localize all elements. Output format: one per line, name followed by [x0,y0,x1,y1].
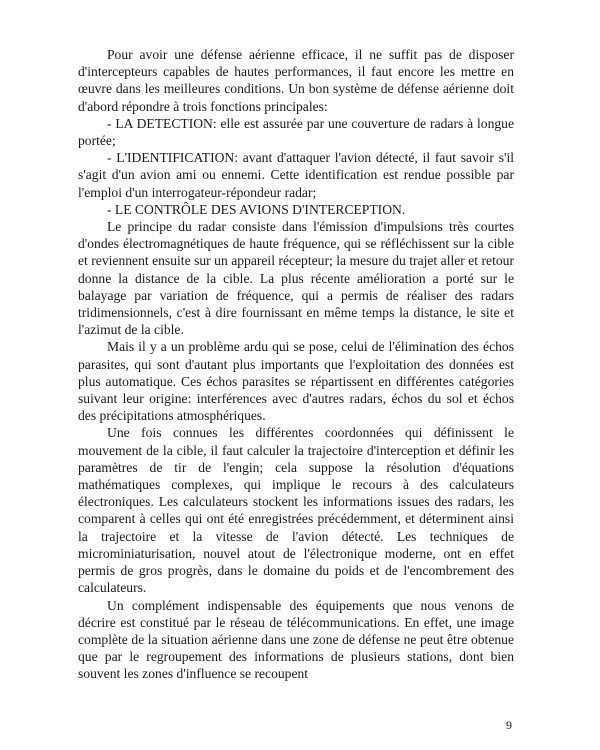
paragraph-calculateurs: Une fois connues les différentes coordonnées qui définissent le mouvement de la cible, il faut calculer la trajectoire d'interception et définir les paramètres de tir de l'engin; cela suppose la résolution d'équations mathématiques complexes, qui implique le recours à des calculateurs électroniques. Les calculateurs stockent les informations issues des radars, les comparent à celles qui ont été enregistrées précédemment, et déterminent ainsi la trajectoire et la vitesse de l'avion détecté. Les techniques de microminiaturisation, nouvel atout de l'électronique moderne, ont en effet permis de gros progrès, dans le domaine du poids et de l'encombrement des calculateurs. [78,425,514,596]
document-body [78,46,514,683]
paragraph-telecommunications: Un complément indispensable des équipements que nous venons de décrire est constitué par le réseau de télécommunications. En effet, une image complète de la situation aérienne dans une zone de défense ne peut être obtenue que par le regroupement des informations de plusieurs stations, dont bien souvent les zones d'influence se recoupent [78,597,514,682]
paragraph-echos: Mais il y a un problème ardu qui se pose, celui de l'élimination des échos parasites, qui sont d'autant plus importants que l'exploitation des données est plus automatique. Ces échos parasites se répartissent en différentes catégories suivant leur origine: interférences avec d'autres radars, échos du sol et échos des précipitations atmosphériques. [78,339,514,424]
list-item-detection: - LA DETECTION: elle est assurée par une couverture de radars à longue portée; [78,115,514,149]
list-item-identification: - L'IDENTIFICATION: avant d'attaquer l'avion détecté, il faut savoir s'il s'agit d'un avion ami ou ennemi. Cette identification est rendue possible par l'emploi d'un interrogateur-répondeur radar; [78,150,514,200]
paragraph-intro: Pour avoir une défense aérienne efficace, il ne suffit pas de disposer d'intercepteurs capables de hautes performances, il faut encore les mettre en œuvre dans les meilleures conditions. Un bon système de défense aérienne doit d'abord répondre à trois fonctions principales: [78,47,514,114]
page-number: 9 [506,718,512,732]
paragraph-radar: Le principe du radar consiste dans l'émission d'impulsions très courtes d'ondes électromagnétiques de haute fréquence, qui se réfléchissent sur la cible et reviennent ensuite sur un appareil récepteur; la mesure du trajet aller et retour donne la distance de la cible. La plus récente amélioration a porté sur le balayage par variation de fréquence, qui a permis de réaliser des radars tridimensionnels, c'est à dire fournissant en même temps la distance, le site et l'azimut de la cible. [78,219,514,338]
list-item-controle: - LE CONTRÔLE DES AVIONS D'INTERCEPTION. [107,201,406,217]
